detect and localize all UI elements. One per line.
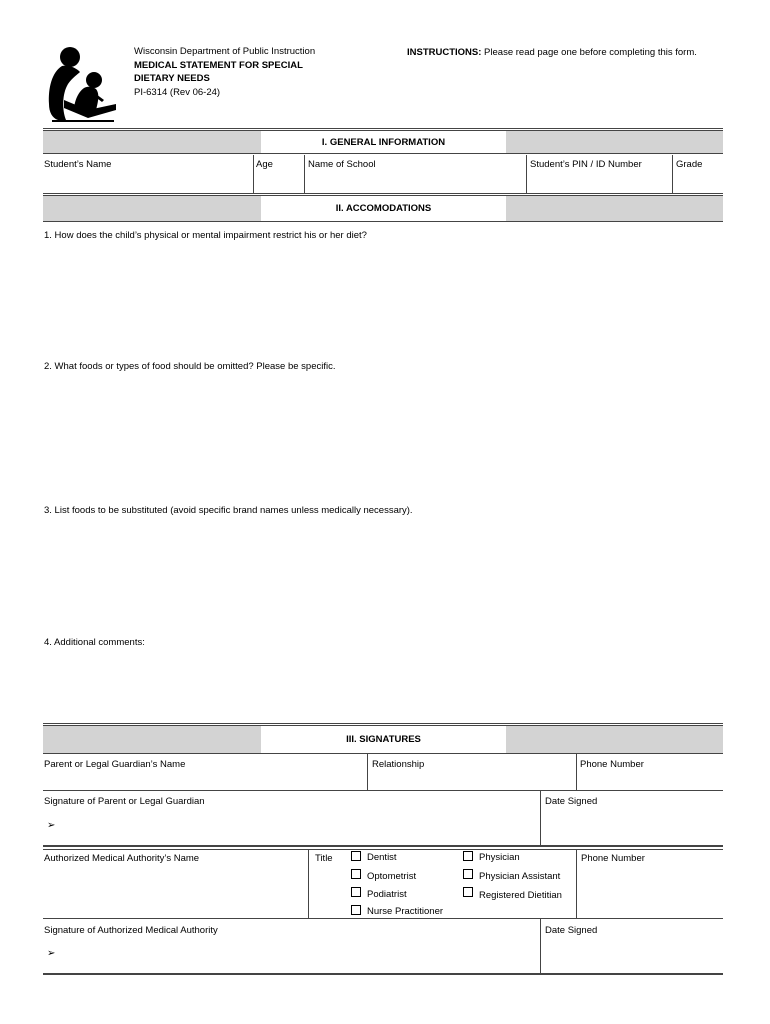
registered-dietitian-checkbox[interactable] — [463, 887, 473, 897]
dentist-checkbox[interactable] — [351, 851, 361, 861]
student-name-field[interactable]: Student’s Name — [44, 159, 112, 170]
physician-assistant-label: Physician Assistant — [479, 871, 561, 882]
student-pin-field[interactable]: Student’s PIN / ID Number — [530, 159, 642, 170]
guardian-name-field[interactable]: Parent or Legal Guardian’s Name — [44, 759, 186, 770]
physician-assistant-checkbox[interactable] — [463, 869, 473, 879]
parent-reading-to-child-icon — [44, 44, 120, 122]
question-4[interactable]: 4. Additional comments: — [44, 637, 145, 648]
authority-signature-field[interactable]: Signature of Authorized Medical Authority — [44, 925, 218, 936]
section-accommodations-title: II. ACCOMODATIONS — [335, 203, 432, 214]
question-3[interactable]: 3. List foods to be substituted (avoid specific brand names unless medically necessary). — [44, 505, 413, 516]
podiatrist-checkbox[interactable] — [351, 887, 361, 897]
form-number: PI-6314 (Rev 06-24) — [134, 87, 221, 98]
date-signed-field-1[interactable]: Date Signed — [545, 796, 598, 807]
form-title-line2: DIETARY NEEDS — [134, 73, 210, 84]
authority-name-field[interactable]: Authorized Medical Authority’s Name — [44, 853, 200, 864]
section-signatures-title: III. SIGNATURES — [346, 734, 421, 745]
optometrist-checkbox[interactable] — [351, 869, 361, 879]
section-signatures-header — [43, 723, 723, 754]
guardian-signature-field[interactable]: Signature of Parent or Legal Guardian — [44, 796, 205, 807]
department-name: Wisconsin Department of Public Instruction — [134, 46, 316, 57]
podiatrist-label: Podiatrist — [367, 889, 407, 900]
date-signed-field-2[interactable]: Date Signed — [545, 925, 598, 936]
signature-arrow-icon: ➢ — [47, 948, 56, 959]
form-title-line1: MEDICAL STATEMENT FOR SPECIAL — [134, 60, 303, 71]
question-2[interactable]: 2. What foods or types of food should be omitted? Please be specific. — [44, 361, 336, 372]
section-general-title: I. GENERAL INFORMATION — [321, 136, 446, 148]
phone-number-field-2[interactable]: Phone Number — [581, 853, 645, 864]
instructions — [407, 47, 697, 58]
instructions-label: INSTRUCTIONS: — [407, 47, 482, 58]
phone-number-field-1[interactable]: Phone Number — [580, 759, 644, 770]
age-field[interactable]: Age — [256, 159, 273, 170]
title-label: Title — [315, 853, 333, 864]
physician-label: Physician — [479, 852, 520, 863]
optometrist-label: Optometrist — [367, 871, 417, 882]
dentist-label: Dentist — [367, 852, 397, 863]
physician-checkbox[interactable] — [463, 851, 473, 861]
section-accommodations-header — [43, 193, 723, 222]
nurse-practitioner-label: Nurse Practitioner — [367, 906, 444, 917]
signature-arrow-icon: ➢ — [47, 820, 56, 831]
relationship-field[interactable]: Relationship — [372, 759, 425, 770]
grade-field[interactable]: Grade — [676, 159, 703, 170]
school-name-field[interactable]: Name of School — [308, 159, 376, 170]
question-1[interactable]: 1. How does the child’s physical or mental impairment restrict his or her diet? — [44, 230, 367, 241]
instructions-text: Please read page one before completing this form. — [481, 47, 697, 58]
registered-dietitian-label: Registered Dietitian — [479, 890, 562, 901]
nurse-practitioner-checkbox[interactable] — [351, 905, 361, 915]
section-general-header — [43, 128, 723, 154]
